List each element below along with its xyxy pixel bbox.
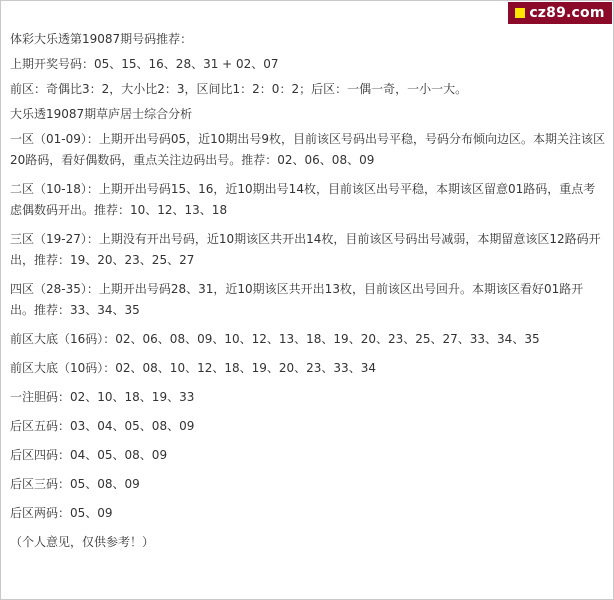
article-title: 体彩大乐透第19087期号码推荐：	[10, 32, 193, 46]
zone-three-analysis: 三区（19-27）：上期没有开出号码，近10期该区共开出14枚，目前该区号码出号减弱，本期留意该区12路码开出，推荐：19、20、23、25、27	[10, 232, 601, 267]
last-draw-numbers: 上期开奖号码：05、15、16、28、31 + 02、07	[10, 57, 279, 71]
front-base-10: 前区大底（10码）：02、08、10、12、18、19、20、23、33、34	[10, 361, 376, 375]
yellow-square-icon	[515, 8, 525, 18]
back-five: 后区五码：03、04、05、08、09	[10, 419, 195, 433]
zone-one-analysis: 一区（01-09）：上期开出号码05，近10期出号9枚，目前该区号码出号平稳，号码分布倾向边区。本期关注该区20路码，看好偶数码，重点关注边码出号。推荐：02、06、08、09	[10, 132, 606, 167]
back-three: 后区三码：05、08、09	[10, 477, 140, 491]
site-watermark	[508, 2, 612, 24]
zone-two-analysis: 二区（10-18）：上期开出号码15、16，近10期出号14枚，目前该区出号平稳，本期该区留意01路码，重点考虑偶数码开出。推荐：10、12、13、18	[10, 182, 596, 217]
analysis-heading: 大乐透19087期草庐居士综合分析	[10, 107, 193, 121]
banker-numbers: 一注胆码：02、10、18、19、33	[10, 390, 195, 404]
watermark-text: cz89.com	[529, 5, 605, 21]
front-base-16: 前区大底（16码）：02、06、08、09、10、12、13、18、19、20、23、25、27、33、34、35	[10, 332, 540, 346]
disclaimer: （个人意见，仅供参考！）	[10, 535, 155, 549]
back-four: 后区四码：04、05、08、09	[10, 448, 168, 462]
back-two: 后区两码：05、09	[10, 506, 113, 520]
ratio-summary: 前区：奇偶比3：2，大小比2：3，区间比1：2：0：2；后区：一偶一奇，一小一大。	[10, 82, 468, 96]
article-body	[10, 29, 606, 561]
zone-four-analysis: 四区（28-35）：上期开出号码28、31，近10期该区共开出13枚，目前该区出号回升。本期该区看好01路开出。推荐：33、34、35	[10, 282, 584, 317]
